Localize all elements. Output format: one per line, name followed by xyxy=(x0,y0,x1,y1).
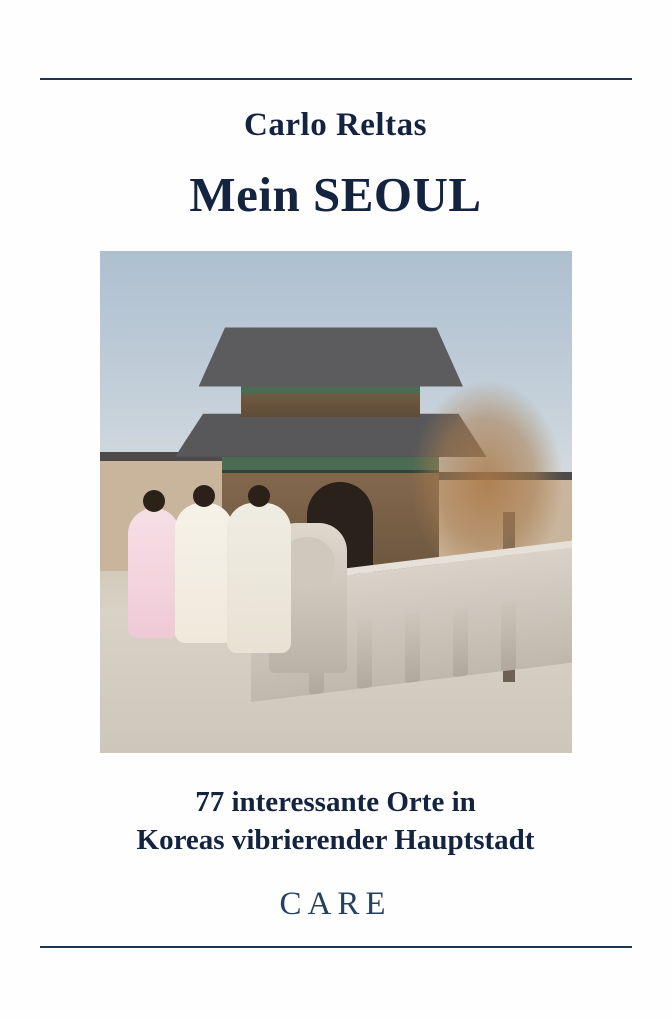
subtitle-line-2: Koreas vibrierender Hauptstadt xyxy=(136,824,535,857)
hanbok-figure xyxy=(175,503,233,643)
book-title: Mein SEOUL xyxy=(189,167,482,222)
author-name: Carlo Reltas xyxy=(244,107,427,143)
subtitle xyxy=(137,783,535,860)
subtitle-line-1: 77 interessante Orte in xyxy=(195,786,476,818)
bottom-divider xyxy=(40,946,632,948)
hanbok-figure xyxy=(227,503,291,653)
balustrade-post xyxy=(453,607,468,678)
balustrade-post xyxy=(356,619,371,690)
hanbok-figure xyxy=(128,508,180,638)
figure-head xyxy=(143,490,165,512)
figure-head xyxy=(248,485,270,507)
cover-photo xyxy=(100,251,572,753)
figure-head xyxy=(193,485,215,507)
balustrade-post xyxy=(405,613,420,684)
top-divider xyxy=(40,78,632,80)
publisher-name: CARE xyxy=(279,885,392,922)
balustrade-post xyxy=(501,601,516,672)
